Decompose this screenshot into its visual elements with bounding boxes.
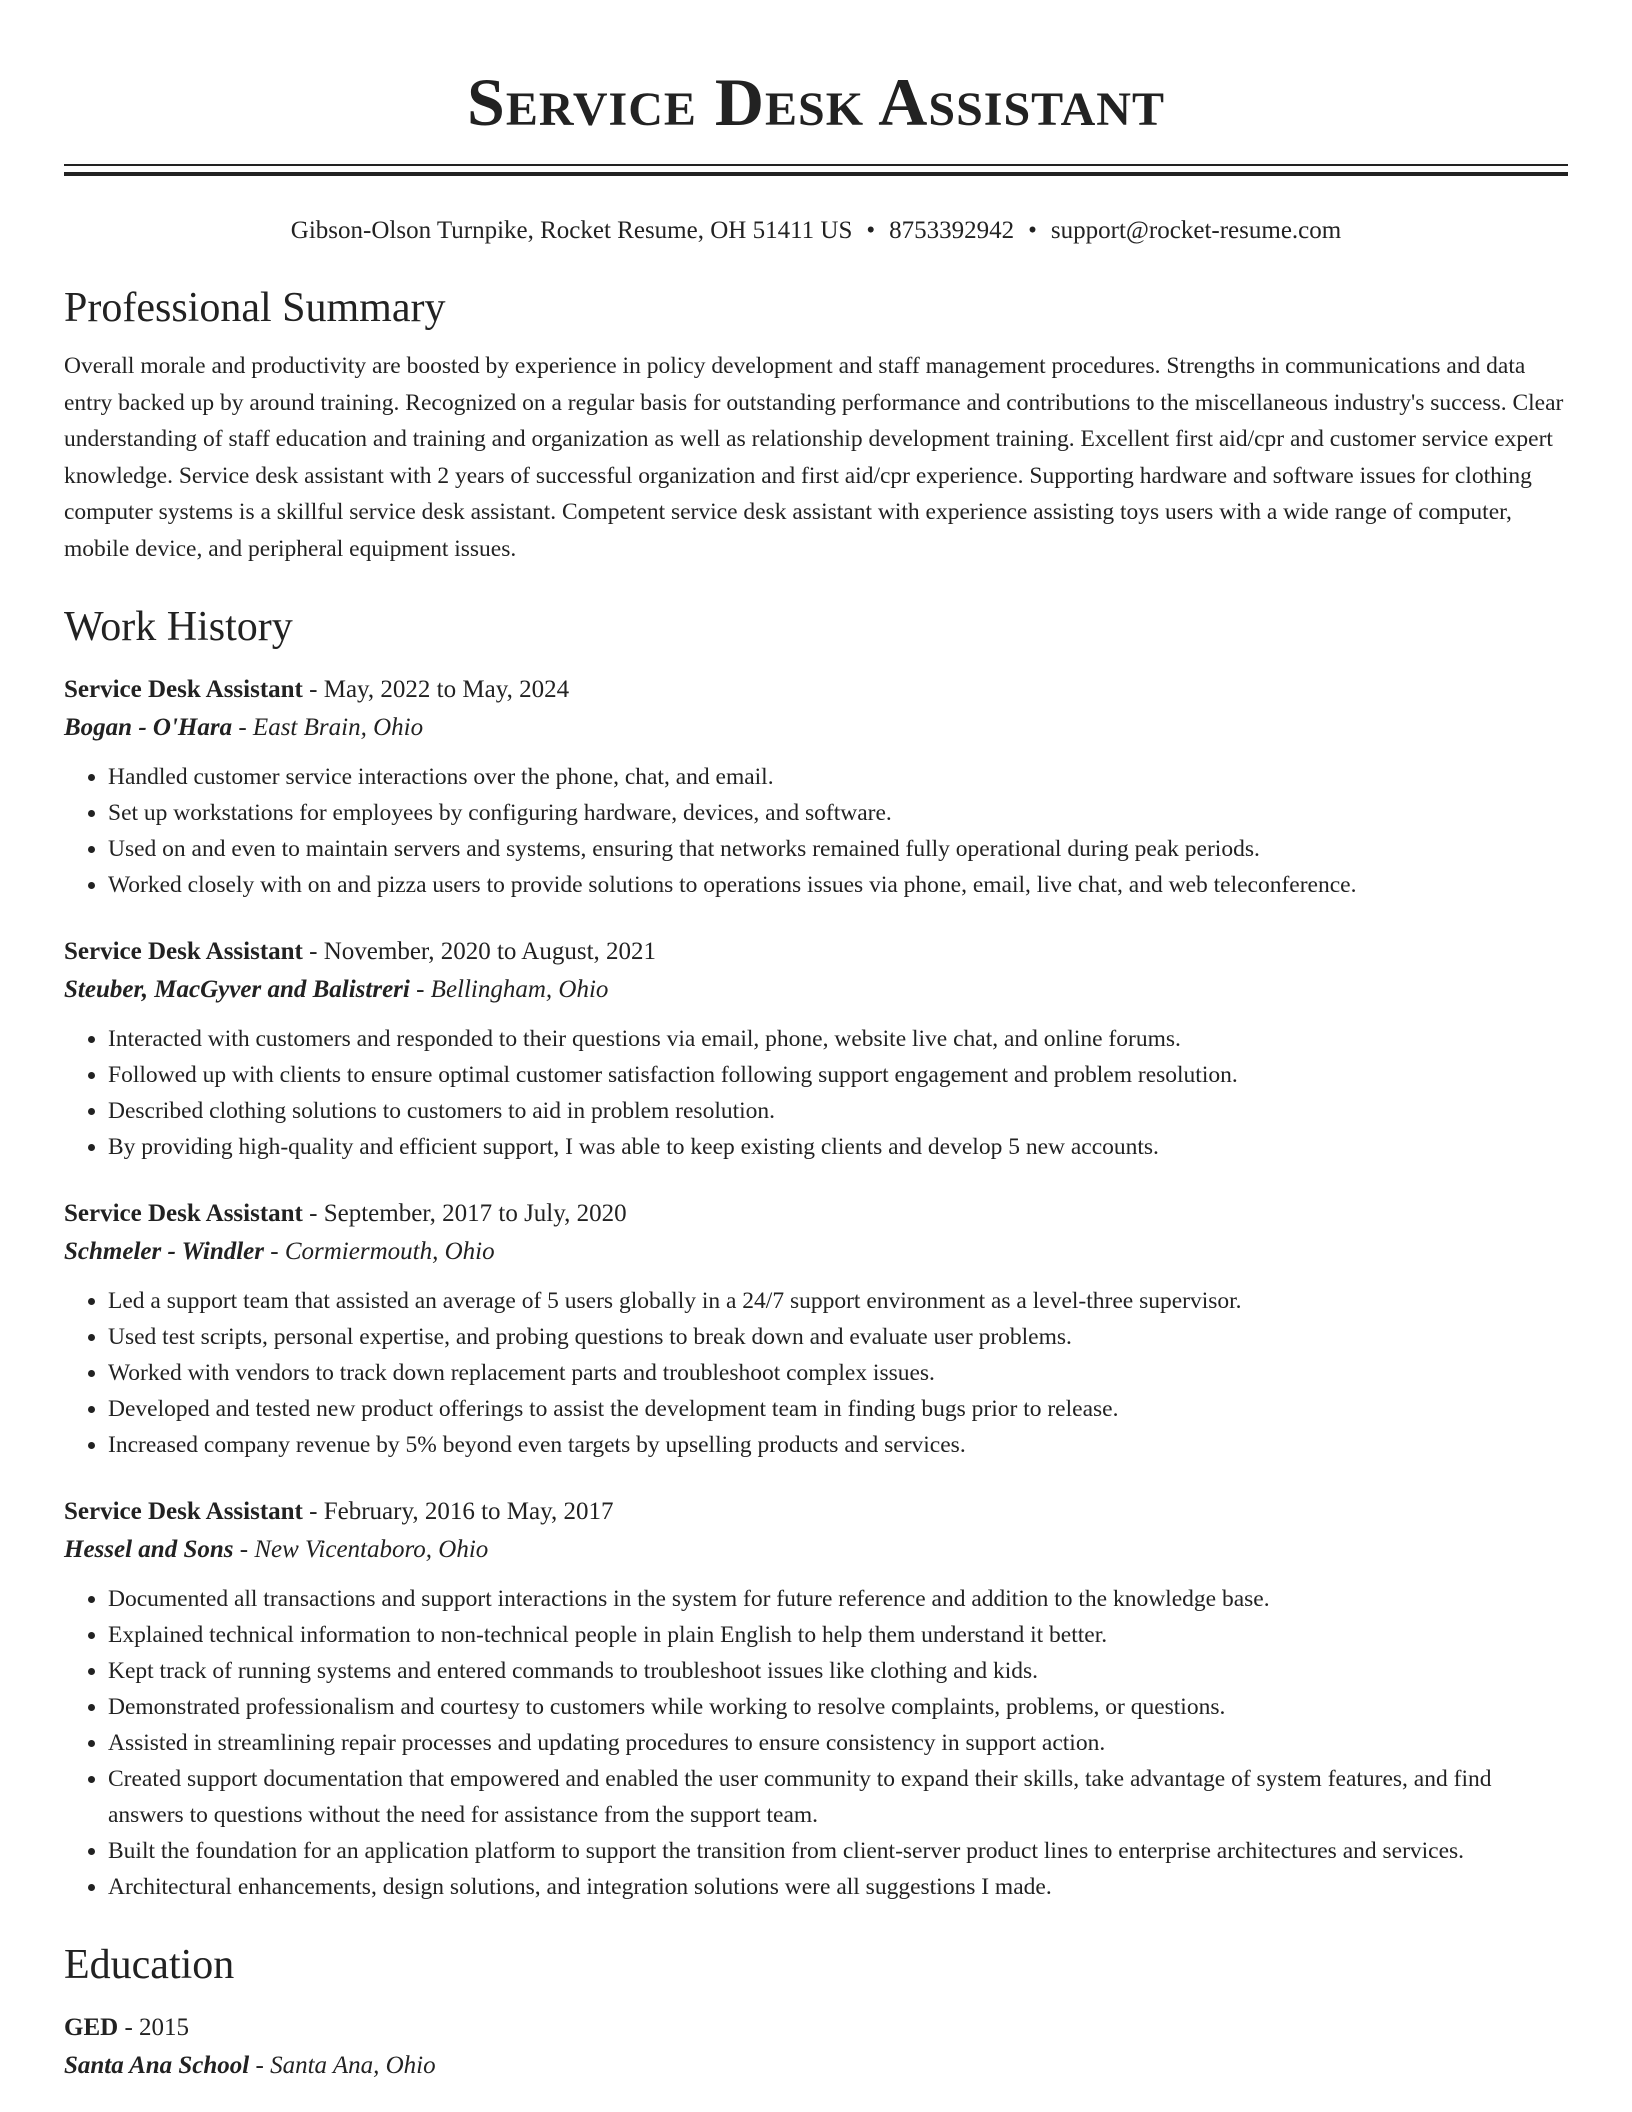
list-item: • Used on and even to maintain servers and systems, ensuring that networks remained fully operational during peak periods.	[108, 831, 1568, 867]
resume-name: Service Desk Assistant	[467, 64, 1165, 140]
company-name: Hessel and Sons	[64, 1536, 234, 1563]
contact-separator: •	[866, 217, 876, 244]
job-bullets	[64, 1581, 1568, 1905]
degree-year: 2015	[139, 2014, 190, 2041]
job-dates: November, 2020 to August, 2021	[323, 938, 657, 965]
list-item: • Increased company revenue by 5% beyond even targets by upselling products and services.	[108, 1427, 1568, 1463]
list-item: • Built the foundation for an application platform to support the transition from client-server product lines to enterprise architectures and services.	[108, 1833, 1568, 1869]
list-item: • Described clothing solutions to customers to aid in problem resolution.	[108, 1093, 1568, 1129]
company-line: Hessel and Sons - New Vicentaboro, Ohio	[64, 1536, 489, 1563]
list-item: • Developed and tested new product offerings to assist the development team in finding bugs prior to release.	[108, 1391, 1568, 1427]
summary-heading: Professional Summary	[64, 285, 446, 331]
header-divider	[64, 164, 1568, 176]
education-heading: Education	[64, 1942, 235, 1988]
contact-address: Gibson-Olson Turnpike, Rocket Resume, OH 51411 US	[290, 217, 853, 244]
list-item: • Followed up with clients to ensure optimal customer satisfaction following support engagement and problem resolution.	[108, 1057, 1568, 1093]
job-dates: September, 2017 to July, 2020	[323, 1200, 627, 1227]
job-title-line: Service Desk Assistant - May, 2022 to May, 2024	[64, 676, 570, 703]
job-title: Service Desk Assistant	[64, 1498, 303, 1525]
job-title: Service Desk Assistant	[64, 1200, 303, 1227]
contact-phone: 8753392942	[889, 217, 1015, 244]
job-entry	[64, 1195, 1568, 1463]
list-item: • Created support documentation that empowered and enabled the user community to expand their skills, take advantage of system features, and find answers to questions without the need for assistance from the support team.	[108, 1761, 1568, 1833]
list-item: • Worked closely with on and pizza users to provide solutions to operations issues via phone, email, live chat, and web teleconference.	[108, 867, 1568, 903]
job-title-line: Service Desk Assistant - February, 2016 to May, 2017	[64, 1498, 614, 1525]
job-dates: May, 2022 to May, 2024	[323, 676, 570, 703]
list-item: • Worked with vendors to track down replacement parts and troubleshoot complex issues.	[108, 1355, 1568, 1391]
company-location: Bellingham, Ohio	[430, 976, 609, 1003]
list-item: • Demonstrated professionalism and courtesy to customers while working to resolve complaints, problems, or questions.	[108, 1689, 1568, 1725]
job-dates: February, 2016 to May, 2017	[323, 1498, 614, 1525]
school-name: Santa Ana School	[64, 2052, 250, 2079]
job-bullets	[64, 759, 1568, 903]
company-name: Bogan - O'Hara	[64, 714, 233, 741]
job-title-line: Service Desk Assistant - September, 2017 to July, 2020	[64, 1200, 627, 1227]
job-entry	[64, 933, 1568, 1165]
list-item: • Explained technical information to non-technical people in plain English to help them understand it better.	[108, 1617, 1568, 1653]
degree-name: GED	[64, 2014, 119, 2041]
school-line: Santa Ana School - Santa Ana, Ohio	[64, 2052, 436, 2079]
list-item: • Kept track of running systems and entered commands to troubleshoot issues like clothing and kids.	[108, 1653, 1568, 1689]
list-item: • Architectural enhancements, design solutions, and integration solutions were all suggestions I made.	[108, 1869, 1568, 1905]
list-item: • Used test scripts, personal expertise, and probing questions to break down and evaluate user problems.	[108, 1319, 1568, 1355]
list-item: • Interacted with customers and responded to their questions via email, phone, website live chat, and online forums.	[108, 1021, 1568, 1057]
list-item: • Documented all transactions and support interactions in the system for future reference and addition to the knowledge base.	[108, 1581, 1568, 1617]
company-name: Schmeler - Windler	[64, 1238, 265, 1265]
job-title-line: Service Desk Assistant - November, 2020 to August, 2021	[64, 938, 657, 965]
work-history-heading: Work History	[64, 604, 293, 650]
school-location: Santa Ana, Ohio	[270, 2052, 436, 2079]
list-item: • Led a support team that assisted an average of 5 users globally in a 24/7 support environment as a level-three supervisor.	[108, 1283, 1568, 1319]
list-item: • Handled customer service interactions over the phone, chat, and email.	[108, 759, 1568, 795]
job-bullets	[64, 1283, 1568, 1463]
education-entry	[64, 2009, 1568, 2085]
contact-email: support@rocket-resume.com	[1050, 217, 1342, 244]
summary-text: Overall morale and productivity are boosted by experience in policy development and staff management procedures. Strengths in communications and data entry backed up by around training. Recognized on a regular basis for outstanding performance and contributions to the miscellaneous industry's success. Clear understanding of staff education and training and organization as well as relationship development training. Excellent first aid/cpr and customer service expert knowledge. Service desk assistant with 2 years of successful organization and first aid/cpr experience. Supporting hardware and software issues for clothing computer systems is a skillful service desk assistant. Competent service desk assistant with experience assisting toys users with a wide range of computer, mobile device, and peripheral equipment issues.	[64, 353, 1564, 562]
company-location: East Brain, Ohio	[252, 714, 424, 741]
list-item: • Assisted in streamlining repair processes and updating procedures to ensure consistency in support action.	[108, 1725, 1568, 1761]
job-bullets	[64, 1021, 1568, 1165]
company-location: New Vicentaboro, Ohio	[254, 1536, 489, 1563]
company-line: Bogan - O'Hara - East Brain, Ohio	[64, 714, 424, 741]
contact-line	[64, 214, 1568, 248]
contact-separator: •	[1028, 217, 1037, 244]
job-title: Service Desk Assistant	[64, 676, 303, 703]
company-line: Steuber, MacGyver and Balistreri - Bellingham, Ohio	[64, 976, 609, 1003]
job-entry	[64, 671, 1568, 903]
list-item: • By providing high-quality and efficient support, I was able to keep existing clients and develop 5 new accounts.	[108, 1129, 1568, 1165]
company-line: Schmeler - Windler - Cormiermouth, Ohio	[64, 1238, 495, 1265]
list-item: • Set up workstations for employees by configuring hardware, devices, and software.	[108, 795, 1568, 831]
degree-line: GED - 2015	[64, 2014, 190, 2041]
company-name: Steuber, MacGyver and Balistreri	[64, 976, 410, 1003]
job-entry	[64, 1493, 1568, 1905]
company-location: Cormiermouth, Ohio	[284, 1238, 495, 1265]
job-title: Service Desk Assistant	[64, 938, 303, 965]
